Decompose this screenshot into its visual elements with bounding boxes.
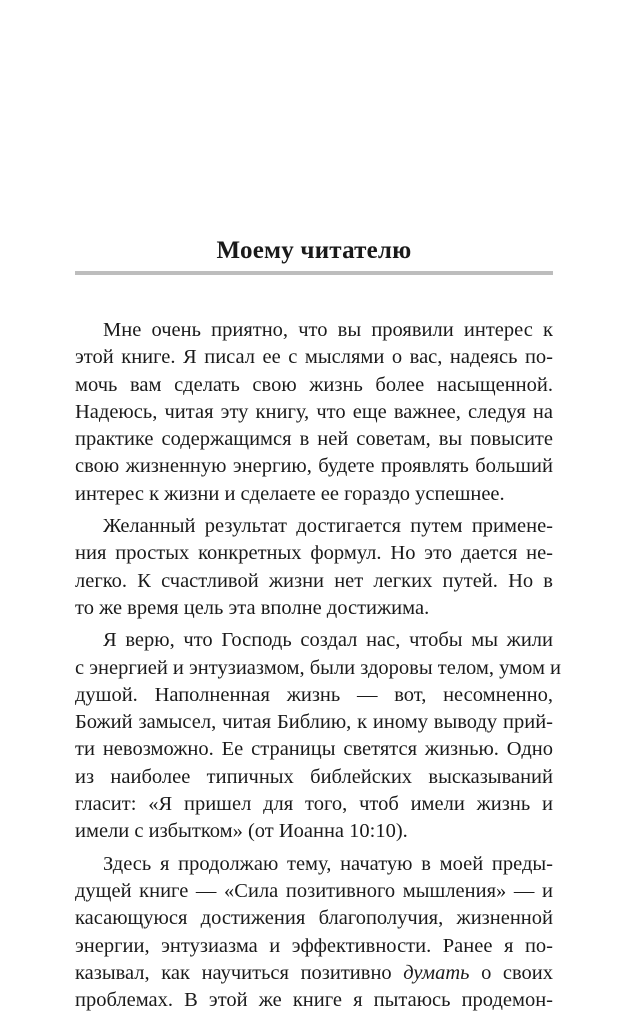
text-line: энергии, энтузиазма и эффективности. Ранее я по- — [75, 934, 553, 957]
text-line: Божий замысел, читая Библию, к иному выводу прий- — [75, 711, 553, 734]
text-line: свою жизненную энергию, будете проявлять больший — [75, 455, 553, 478]
text-line: Мне очень приятно, что вы проявили интерес к — [103, 319, 553, 341]
text-line-with-italic — [75, 960, 553, 987]
body-text — [75, 317, 562, 1014]
text-line: из наиболее типичных библейских высказываний — [75, 765, 553, 788]
text-line: с энергией и энтузиазмом, были здоровы телом, умом и — [75, 656, 562, 679]
title-underline — [75, 271, 553, 275]
text-line: Надеюсь, читая эту книгу, что еще важнее, следуя на — [75, 400, 553, 423]
italic-word: думать — [403, 961, 470, 984]
text-line: проблемах. В этой же книге я пытаюсь продемон- — [75, 989, 553, 1012]
text-line: душой. Наполненная жизнь — вот, несомненно, — [75, 683, 553, 706]
text-line: мочь вам сделать свою жизнь более насыщенной. — [75, 373, 553, 396]
text-line: Я верю, что Господь создал нас, чтобы мы жили — [103, 629, 553, 652]
text-line: имели с избытком» (от Иоанна 10:10). — [75, 820, 408, 843]
text-line: ти невозможно. Ее страницы светятся жизнью. Одно — [75, 738, 553, 761]
text-line: то же время цель эта вполне достижима. — [75, 596, 430, 619]
chapter-title: Моему читателю — [216, 237, 412, 264]
text-segment: казывал, как научиться позитивно — [75, 961, 392, 984]
text-line: Здесь я продолжаю тему, начатую в моей преды- — [103, 852, 553, 875]
text-line: касающуюся достижения благополучия, жизненной — [75, 907, 553, 930]
text-segment: о своих — [481, 961, 554, 984]
text-line: этой книге. Я писал ее с мыслями о вас, надеясь по- — [75, 346, 553, 369]
text-line: легко. К счастливой жизни нет легких путей. Но в — [75, 569, 553, 592]
text-line: дущей книге — «Сила позитивного мышления» — и — [75, 879, 553, 902]
text-line: ния простых конкретных формул. Но это дается не- — [75, 542, 553, 565]
text-line: интерес к жизни и сделаете ее гораздо успешнее. — [75, 482, 505, 505]
text-line: Желанный результат достигается путем применe- — [103, 515, 553, 538]
text-line: практике содержащимся в ней советам, вы повысите — [75, 428, 553, 451]
text-line: гласит: «Я пришел для того, чтоб имели жизнь и — [75, 793, 553, 816]
